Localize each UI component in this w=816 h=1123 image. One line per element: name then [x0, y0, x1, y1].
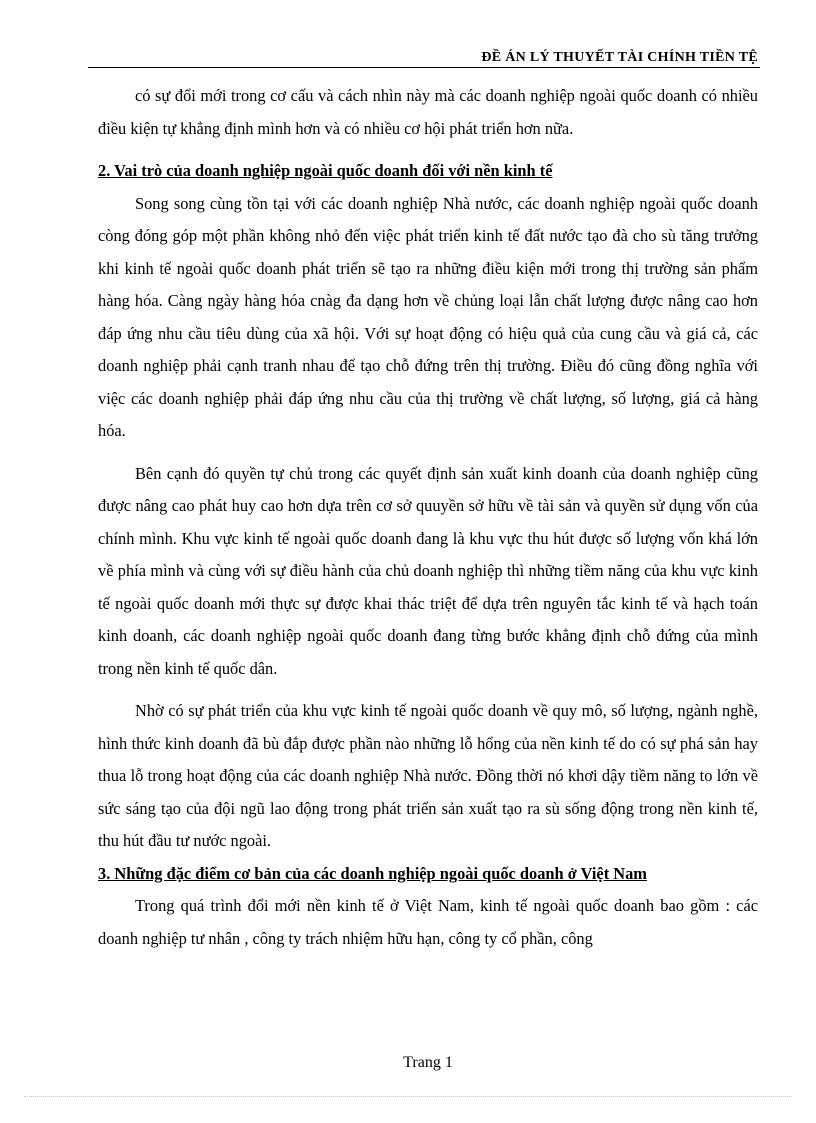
- page-break-line: [24, 1096, 792, 1097]
- section-heading-2: 2. Vai trò của doanh nghiệp ngoài quốc doanh đối với nền kinh tế: [98, 161, 553, 180]
- page-number: Trang 1: [403, 1054, 453, 1071]
- paragraph-characteristics: Trong quá trình đổi mới nền kinh tế ở Việt Nam, kinh tế ngoài quốc doanh bao gồm : các doanh nghiệp tư nhân , công ty trách nhiệm hữu hạn, công ty cổ phần, công: [98, 896, 758, 948]
- paragraph-role-2: Bên cạnh đó quyền tự chủ trong các quyết định sản xuất kinh doanh của doanh nghiệp cũng được nâng cao phát huy cao hơn dựa trên cơ sở quuyền sở hữu về tài sản và quyền sử dụng vốn của chính mình. Khu vực kinh tế ngoài quốc doanh đang là khu vực thu hút được số lượng vốn khá lớn về phía mình và cùng với sự điều hành của chủ doanh nghiệp thì những tiềm năng của khu vực kinh tế ngoài quốc doanh mới thực sự được khai thác triệt để dựa trên nguyên tắc kinh tế và hạch toán kinh doanh, các doanh nghiệp ngoài quốc doanh đang từng bước khẳng định chỗ đứng của mình trong nền kinh tế quốc dân.: [98, 463, 758, 678]
- page-header: ĐỀ ÁN LÝ THUYẾT TÀI CHÍNH TIỀN TỆ: [481, 50, 758, 65]
- paragraph-role-1: Song song cùng tồn tại với các doanh nghiệp Nhà nước, các doanh nghiệp ngoài quốc doanh còng đóng góp một phần không nhỏ đến việc phát triển kinh tế đất nước tạo đà cho sù tăng trưởng khi kinh tế ngoài quốc doanh phát triển sẽ tạo ra những điều kiện mới trong thị trường sản phẩm hàng hóa. Càng ngày hàng hóa cnàg đa dạng hơn về chủng loại lẫn chất lượng được nâng cao hơn đáp ứng nhu cầu tiêu dùng của xã hội. Với sự hoạt động có hiệu quả của cung cầu và giá cả, các doanh nghiệp phải cạnh tranh nhau để tạo chỗ đứng trên thị trường. Điều đó cũng đồng nghĩa với việc các doanh nghiệp phải đáp ứng nhu cầu của thị trường về chất lượng, số lượng, giá cả hàng hóa.: [98, 193, 758, 440]
- header-rule: [88, 67, 760, 68]
- paragraph-role-3: Nhờ có sự phát triển của khu vực kinh tế ngoài quốc doanh về quy mô, số lượng, ngành nghề, hình thức kinh doanh đã bù đắp được phần nào những lỗ hổng của nền kinh tế do có sự phá sản hay thua lỗ trong hoạt động của các doanh nghiệp Nhà nước. Đồng thời nó khơi dậy tiềm năng to lớn về sức sáng tạo của đội ngũ lao động trong phát triển sản xuất tạo ra sù sống động trong nền kinh tế, thu hút đầu tư nước ngoài.: [98, 701, 758, 850]
- document-body: [98, 80, 758, 955]
- paragraph-intro: có sự đổi mới trong cơ cấu và cách nhìn này mà các doanh nghiệp ngoài quốc doanh có nhiều điều kiện tự khẳng định mình hơn và có nhiều cơ hội phát triển hơn nữa.: [98, 86, 758, 138]
- section-heading-3: 3. Những đặc điểm cơ bản của các doanh nghiệp ngoài quốc doanh ở Việt Nam: [98, 863, 647, 883]
